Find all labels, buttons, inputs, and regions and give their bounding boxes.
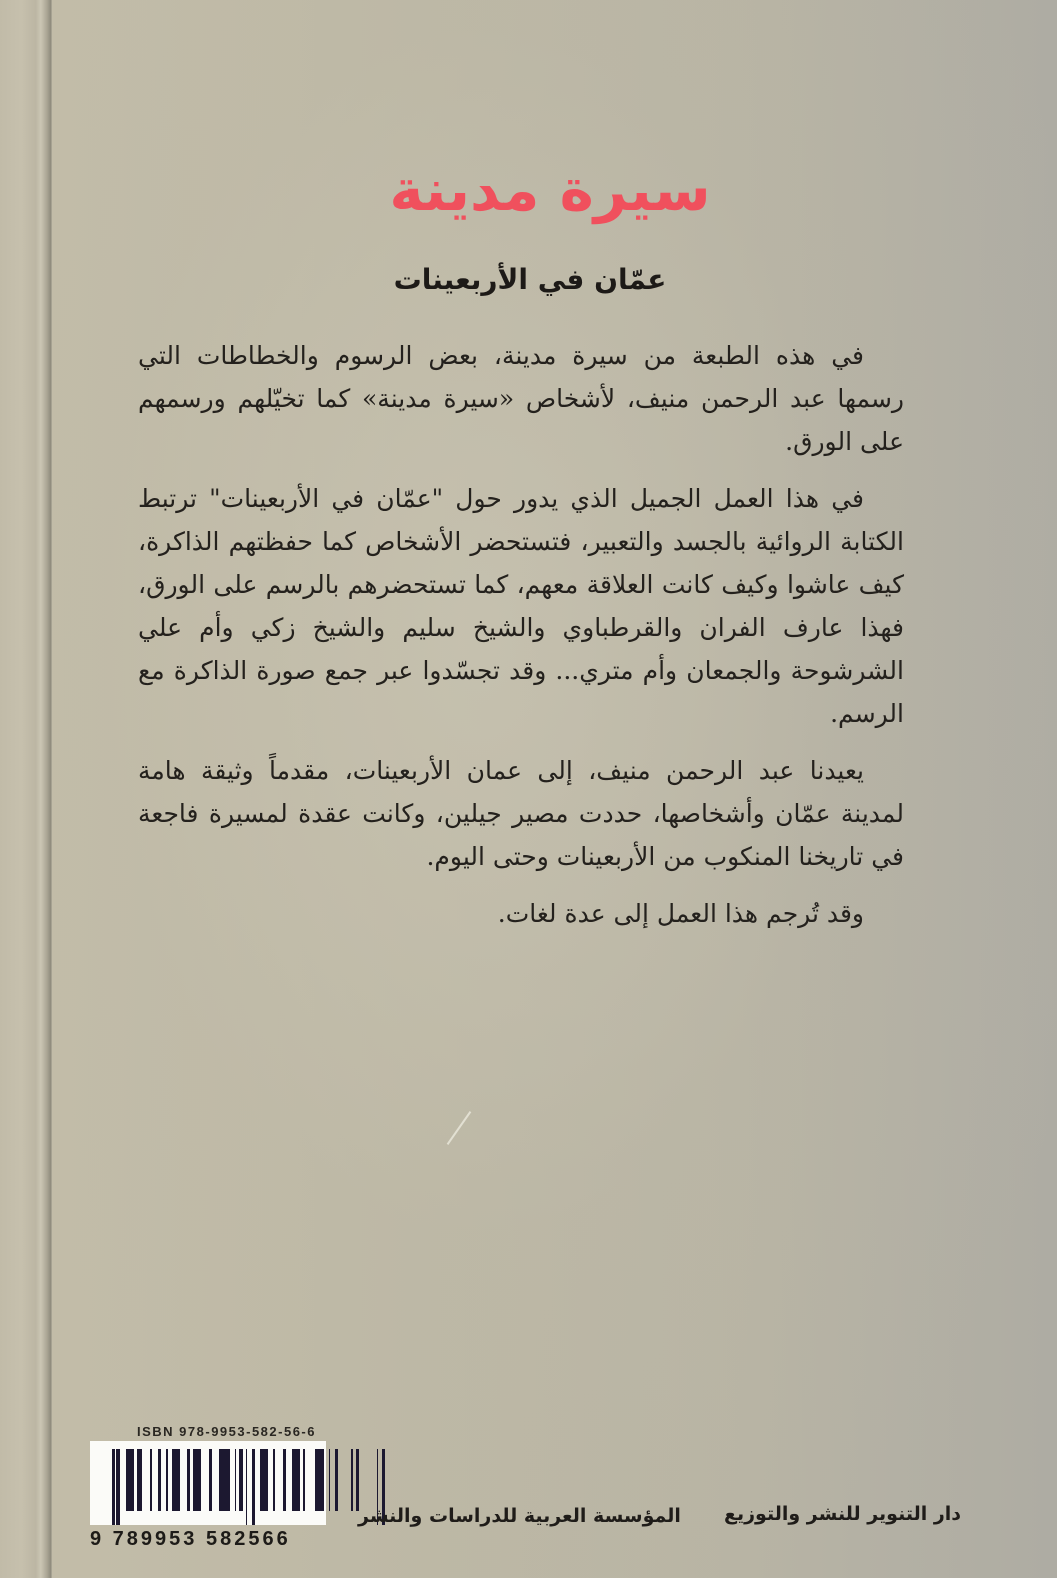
barcode-bar <box>137 1449 142 1511</box>
barcode-gap <box>338 1449 351 1450</box>
barcode-bar <box>193 1449 201 1511</box>
barcode-bar <box>246 1449 248 1525</box>
blurb-text <box>138 334 904 949</box>
barcode-bar <box>187 1449 190 1511</box>
blurb-paragraph: وقد تُرجم هذا العمل إلى عدة لغات. <box>497 899 864 928</box>
barcode-bar <box>351 1449 353 1511</box>
barcode-bar <box>273 1449 275 1511</box>
barcode-bar <box>126 1449 134 1511</box>
barcode-bar <box>150 1449 152 1511</box>
barcode-bar <box>116 1449 119 1525</box>
barcode-gap <box>201 1449 209 1450</box>
spine-edge <box>0 0 36 1578</box>
book-title: سيرة مدينة <box>389 156 711 224</box>
cover-hinge-groove <box>36 0 52 1578</box>
barcode-bars <box>110 1449 320 1525</box>
barcode-gap <box>275 1449 283 1450</box>
barcode-number: 9 789953 582566 <box>90 1528 291 1550</box>
blurb-paragraph: في هذا العمل الجميل الذي يدور حول "عمّان في الأربعينات" ترتبط الكتابة الروائية بالجسد والتعبير، فتستحضر الأشخاص كما حفظتهم الذاكرة، كيف عاشوا وكيف كانت العلاقة معهم، كما تستحضرهم بالرسم على الورق، فهذا عارف الفران والقرطباوي والشيخ سليم والشيخ زكي وأم علي الشرشوحة والجمعان وأم متري... وقد تجسّدوا عبر جمع صورة الذاكرة مع الرسم. <box>138 484 904 728</box>
blurb-paragraph: في هذه الطبعة من سيرة مدينة، بعض الرسوم والخطاطات التي رسمها عبد الرحمن منيف، لأشخاص «سيرة مدينة» كما تخيّلهم ورسمهم على الورق. <box>138 341 904 456</box>
barcode-bar <box>329 1449 331 1511</box>
publisher-arab-institute: المؤسسة العربية للدراسات والنشر <box>358 1505 681 1527</box>
barcode-bar <box>172 1449 180 1511</box>
surface-scratch <box>447 1111 472 1145</box>
barcode-bar <box>112 1449 115 1525</box>
publisher-dar-altanweer: دار التنوير للنشر والتوزيع <box>724 1503 962 1525</box>
barcode-bar <box>252 1449 255 1525</box>
barcode-bar <box>158 1449 161 1511</box>
barcode <box>90 1441 326 1525</box>
barcode-gap <box>142 1449 150 1450</box>
isbn-barcode-block <box>90 1424 326 1551</box>
barcode-bar <box>303 1449 305 1511</box>
barcode-gap <box>305 1449 315 1450</box>
blurb-paragraph: يعيدنا عبد الرحمن منيف، إلى عمان الأربعينات، مقدماً وثيقة هامة لمدينة عمّان وأشخاصها، حددت مصير جيلين، وكانت عقدة لمسيرة فاجعة في تاريخنا المنكوب من الأربعينات وحتى اليوم. <box>138 756 904 871</box>
barcode-bar <box>292 1449 300 1511</box>
barcode-bar <box>219 1449 230 1511</box>
barcode-bar <box>335 1449 338 1511</box>
barcode-bar <box>235 1449 237 1511</box>
barcode-gap <box>359 1449 377 1450</box>
barcode-bar <box>166 1449 168 1511</box>
barcode-bar <box>209 1449 212 1511</box>
barcode-bar <box>283 1449 286 1511</box>
barcode-bar <box>260 1449 268 1511</box>
book-subtitle: عمّان في الأربعينات <box>393 263 667 296</box>
barcode-bar <box>315 1449 325 1511</box>
barcode-bar <box>239 1449 242 1511</box>
isbn-label: ISBN 978-9953-582-56-6 <box>137 1424 316 1439</box>
